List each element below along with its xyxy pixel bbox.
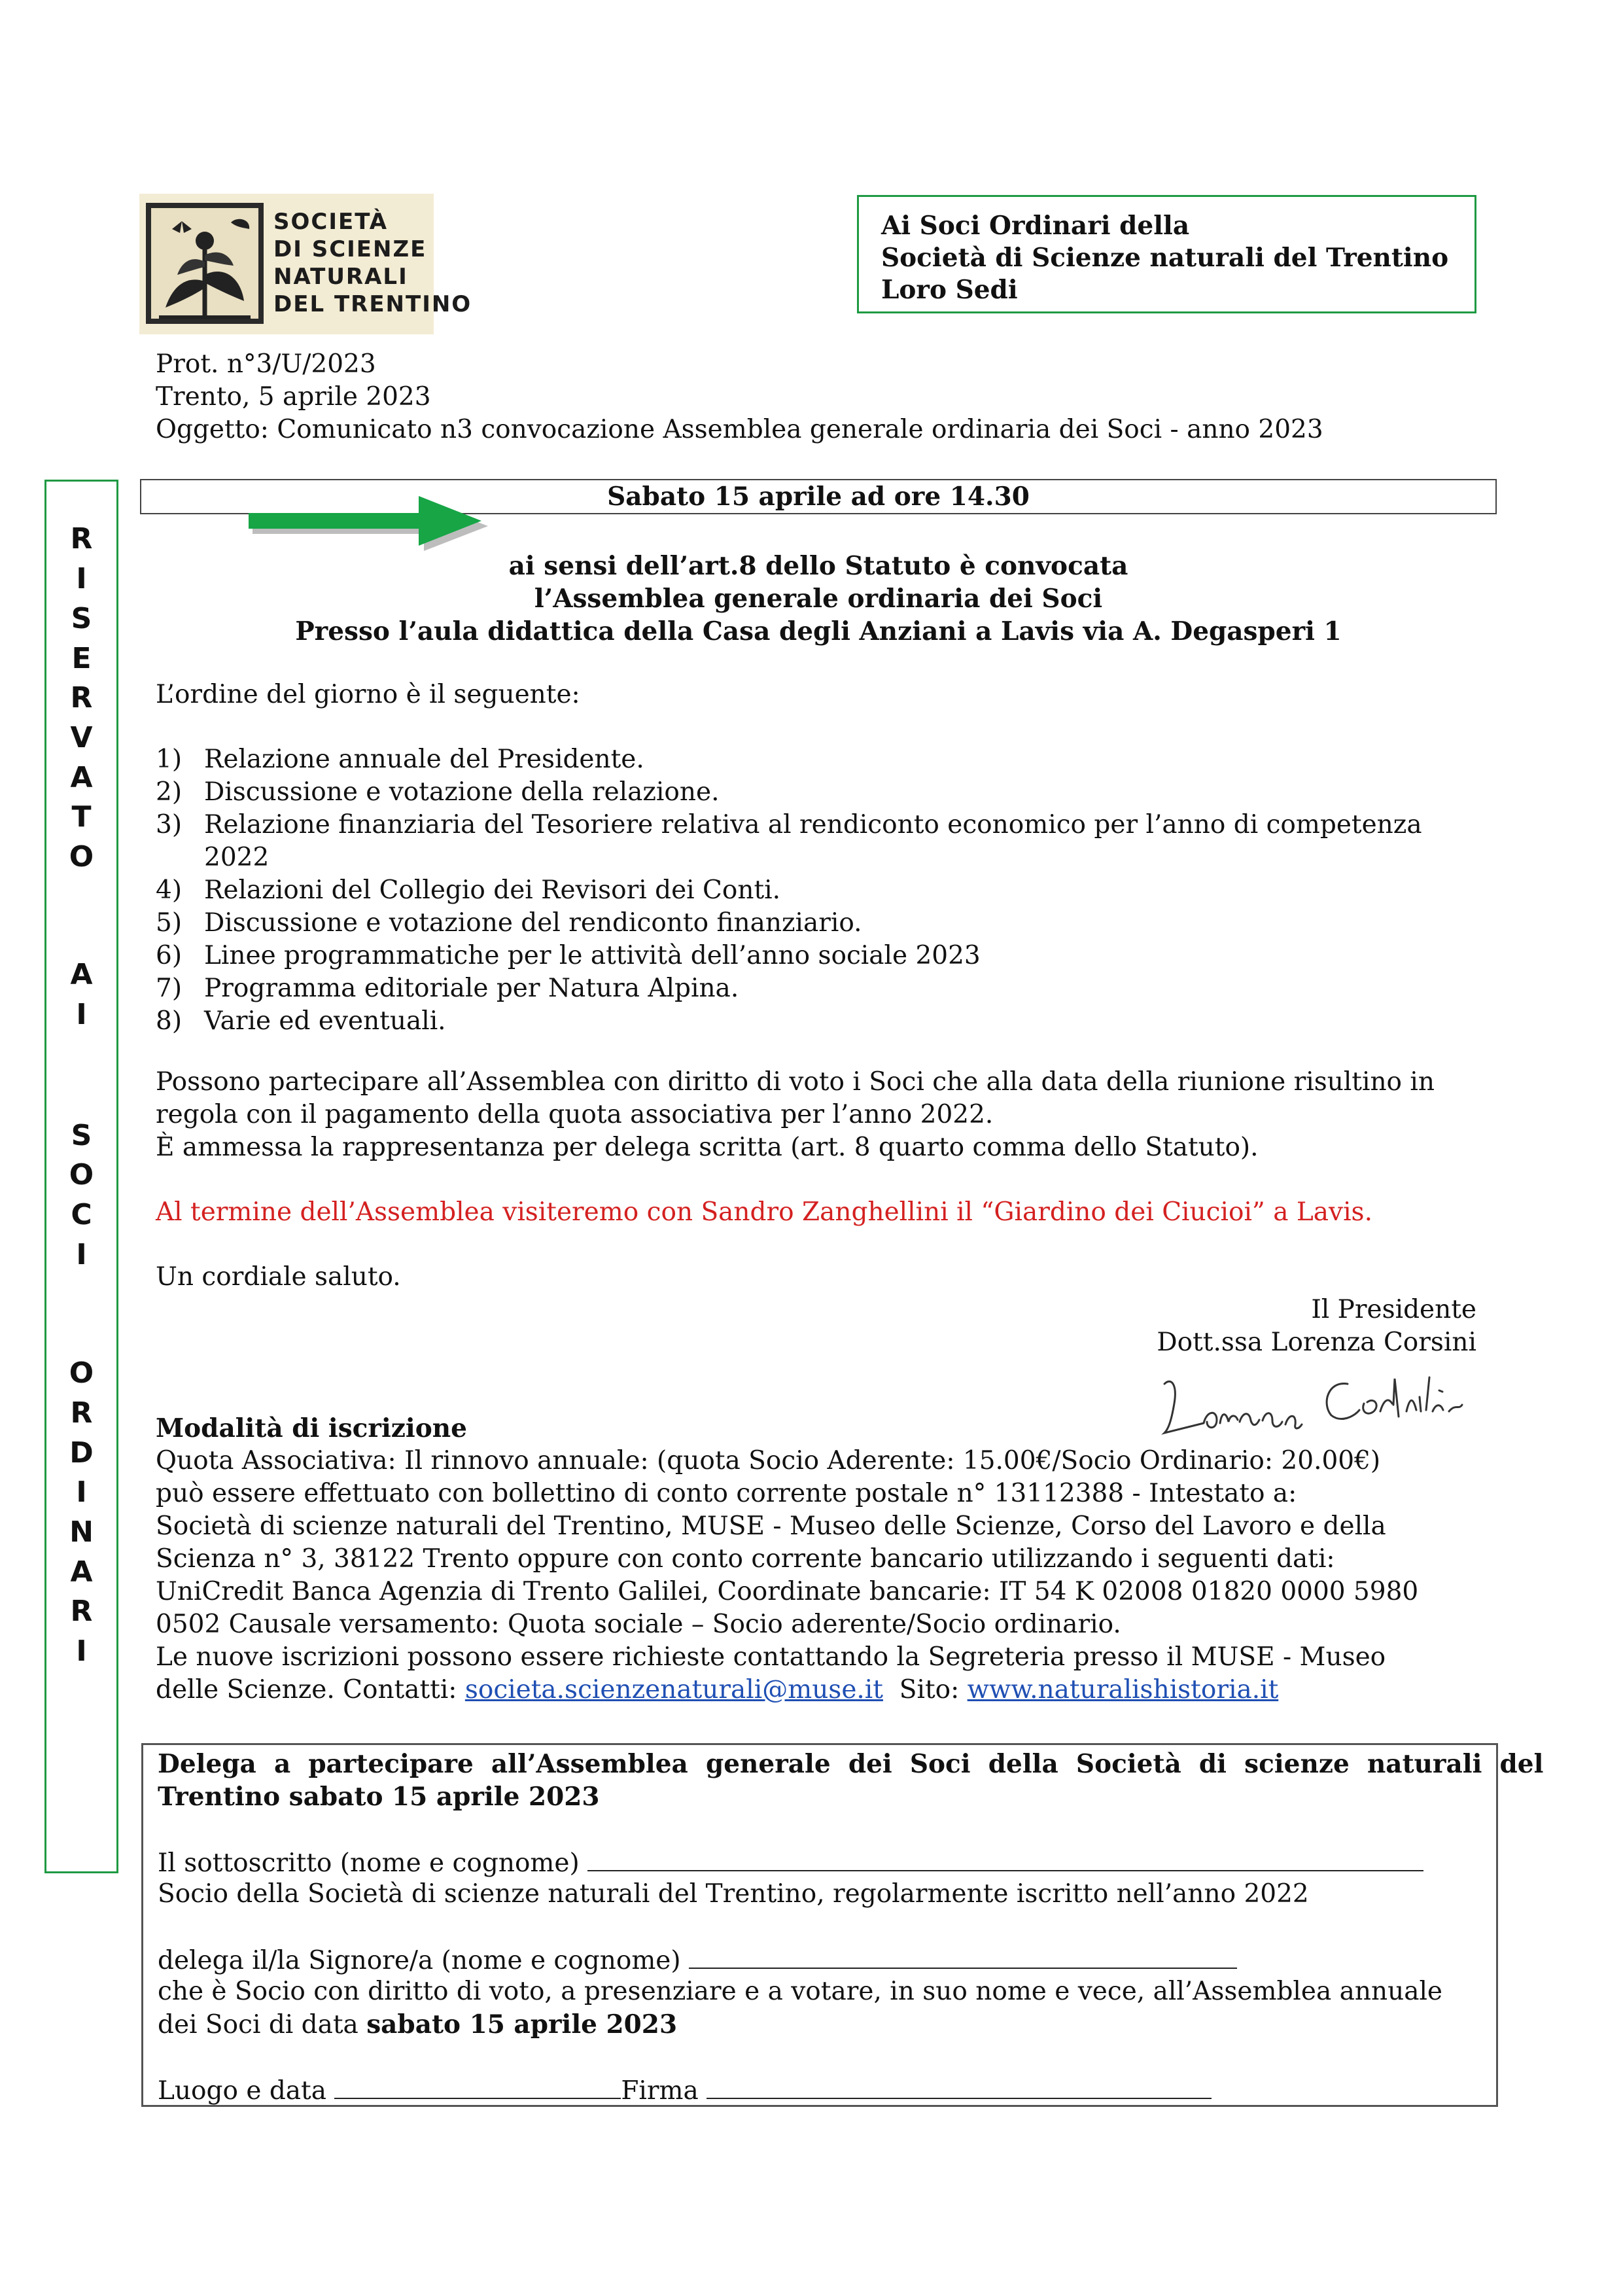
agenda-item-text: Relazioni del Collegio dei Revisori dei Conti. (204, 875, 781, 905)
agenda-item-number: 6) (156, 941, 183, 970)
vertical-letter: R (70, 681, 93, 715)
registration-title: Modalità di iscrizione (156, 1413, 467, 1443)
delegate-statement: che è Socio con diritto di voto, a presenziare e a votare, in suo nome e vece, all’Assemblea annuale (158, 1977, 1443, 2006)
logo-text-line: DI SCIENZE (273, 236, 427, 262)
visit-note: Al termine dell’Assemblea visiteremo con Sandro Zanghellini il “Giardino dei Ciucioi” a Lavis. (156, 1197, 1372, 1227)
agenda-item-number: 2) (156, 777, 183, 807)
plant-butterfly-emblem-icon (146, 203, 264, 324)
logo-text-line: NATURALI (273, 264, 408, 290)
delegate-row (158, 1943, 1237, 1977)
delegate-name-field[interactable] (689, 1943, 1237, 1969)
agenda-item-text: Discussione e votazione del rendiconto finanziario. (204, 908, 862, 938)
delegate-date-bold: sabato 15 aprile 2023 (366, 2009, 678, 2040)
registration-line: può essere effettuato con bollettino di conto corrente postale n° 13112388 - Intestato a: (156, 1479, 1297, 1508)
proxy-title: Delega a partecipare all’Assemblea generale dei Soci della Società di scienze naturali del (158, 1749, 1544, 1779)
agenda-item-number: 8) (156, 1006, 183, 1036)
agenda-item-number: 5) (156, 908, 183, 938)
vertical-letter: T (71, 800, 92, 834)
vertical-letter: D (69, 1436, 94, 1470)
vertical-letter: R (70, 522, 93, 556)
vertical-letter: S (71, 602, 92, 635)
registration-line: Le nuove iscrizioni possono essere richieste contattando la Segreteria presso il MUSE - Museo (156, 1642, 1386, 1672)
addressee-box (857, 195, 1476, 313)
logo-text-line: SOCIETÀ (273, 209, 389, 235)
contacts-line (156, 1674, 1278, 1706)
place-signature-row (158, 2073, 1212, 2108)
agenda-item-number: 4) (156, 875, 183, 905)
convocation-line: ai sensi dell’art.8 dello Statuto è convocata (508, 551, 1128, 581)
president-role: Il Presidente (1311, 1295, 1476, 1324)
agenda-item-text: Programma editoriale per Natura Alpina. (204, 974, 739, 1003)
agenda-item-number: 1) (156, 745, 183, 774)
protocol-number: Prot. n°3/U/2023 (156, 349, 376, 379)
email-link[interactable]: societa.scienzenaturali@muse.it (464, 1675, 883, 1704)
registration-line: Scienza n° 3, 38122 Trento oppure con conto corrente bancario utilizzando i seguenti dati: (156, 1544, 1335, 1574)
addressee-line: Ai Soci Ordinari della (881, 211, 1190, 241)
agenda-item-number: 3) (156, 810, 183, 839)
vertical-letter: I (76, 998, 87, 1031)
contacts-label: delle Scienze. Contatti: (156, 1675, 465, 1704)
greeting: Un cordiale saluto. (156, 1262, 401, 1292)
vertical-letter: R (70, 1396, 93, 1430)
registration-line: Quota Associativa: Il rinnovo annuale: (quota Socio Aderente: 15.00€/Socio Ordinario: 20.00€) (156, 1446, 1381, 1475)
vertical-letter: A (70, 958, 93, 991)
subject-line: Oggetto: Comunicato n3 convocazione Assemblea generale ordinaria dei Soci - anno 2023 (156, 415, 1323, 444)
participation-text: Possono partecipare all’Assemblea con diritto di voto i Soci che alla data della riunione risultino in (156, 1067, 1435, 1097)
undersigned-label: Il sottoscritto (nome e cognome) (158, 1848, 580, 1878)
member-statement: Socio della Società di scienze naturali del Trentino, regolarmente iscritto nell’anno 2022 (158, 1879, 1309, 1909)
signature-field[interactable] (707, 2073, 1212, 2099)
reserved-for-ordinary-members-box (44, 480, 118, 1873)
agenda-item-text: Relazione finanziaria del Tesoriere relativa al rendiconto economico per l’anno di competenza (204, 810, 1422, 839)
vertical-letter: A (70, 761, 93, 794)
green-arrow-icon (242, 492, 497, 552)
proxy-rule-text: È ammessa la rappresentanza per delega scritta (art. 8 quarto comma dello Statuto). (156, 1133, 1259, 1162)
convocation-line: l’Assemblea generale ordinaria dei Soci (534, 584, 1103, 614)
vertical-letter: I (76, 1475, 87, 1509)
place-date-label: Luogo e data (158, 2076, 326, 2106)
registration-line: UniCredit Banca Agenzia di Trento Galilei, Coordinate bancarie: IT 54 K 02008 01820 0000 5980 (156, 1577, 1419, 1606)
registration-line: 0502 Causale versamento: Quota sociale – Socio aderente/Socio ordinario. (156, 1610, 1121, 1639)
undersigned-row (158, 1845, 1423, 1880)
website-link[interactable]: www.naturalishistoria.it (967, 1675, 1279, 1704)
addressee-line: Loro Sedi (881, 275, 1018, 305)
president-name: Dott.ssa Lorenza Corsini (1157, 1328, 1476, 1357)
agenda-item-text: Linee programmatiche per le attività dell’anno sociale 2023 (204, 941, 981, 970)
vertical-letter: R (70, 1595, 93, 1628)
undersigned-name-field[interactable] (587, 1845, 1423, 1871)
agenda-item-number: 7) (156, 974, 183, 1003)
place-date: Trento, 5 aprile 2023 (156, 382, 431, 412)
logo-text-line: DEL TRENTINO (273, 291, 472, 317)
place-date-field[interactable] (334, 2073, 621, 2099)
agenda-item-text: 2022 (204, 843, 270, 872)
delegate-date-prefix: dei Soci di data (158, 2010, 367, 2040)
proxy-title: Trentino sabato 15 aprile 2023 (158, 1782, 600, 1812)
logo-wordmark (273, 208, 472, 318)
vertical-letter: O (69, 840, 94, 874)
meeting-date-box: Sabato 15 aprile ad ore 14.30 (140, 479, 1497, 514)
vertical-letter: A (70, 1555, 93, 1589)
vertical-letter: O (69, 1356, 94, 1390)
vertical-letter: V (70, 721, 93, 754)
convocation-location: Presso l’aula didattica della Casa degli Anziani a Lavis via A. Degasperi 1 (295, 616, 1342, 646)
society-logo (139, 194, 472, 334)
handwritten-signature (1151, 1364, 1492, 1443)
agenda-item-text: Varie ed eventuali. (204, 1006, 446, 1036)
agenda-item-text: Relazione annuale del Presidente. (204, 745, 644, 774)
vertical-letter: O (69, 1158, 94, 1192)
delegate-date-line (158, 2008, 677, 2041)
agenda-intro: L’ordine del giorno è il seguente: (156, 680, 580, 709)
vertical-letter: S (71, 1119, 92, 1152)
vertical-letter: N (69, 1515, 94, 1549)
addressee-line: Società di Scienze naturali del Trentino (881, 243, 1449, 273)
registration-line: Società di scienze naturali del Trentino, MUSE - Museo delle Scienze, Corso del Lavoro e della (156, 1511, 1386, 1541)
vertical-letter: C (71, 1198, 92, 1231)
vertical-letter: I (76, 1634, 87, 1668)
vertical-letter: I (76, 1238, 87, 1271)
vertical-letter: E (71, 642, 92, 675)
proxy-form (141, 1743, 1544, 2107)
vertical-letter: I (76, 562, 87, 595)
site-label: Sito: (882, 1675, 968, 1704)
delegate-label: delega il/la Signore/a (nome e cognome) (158, 1946, 681, 1975)
agenda-item-text: Discussione e votazione della relazione. (204, 777, 720, 807)
participation-text: regola con il pagamento della quota associativa per l’anno 2022. (156, 1100, 994, 1129)
signature-label: Firma (621, 2076, 699, 2106)
